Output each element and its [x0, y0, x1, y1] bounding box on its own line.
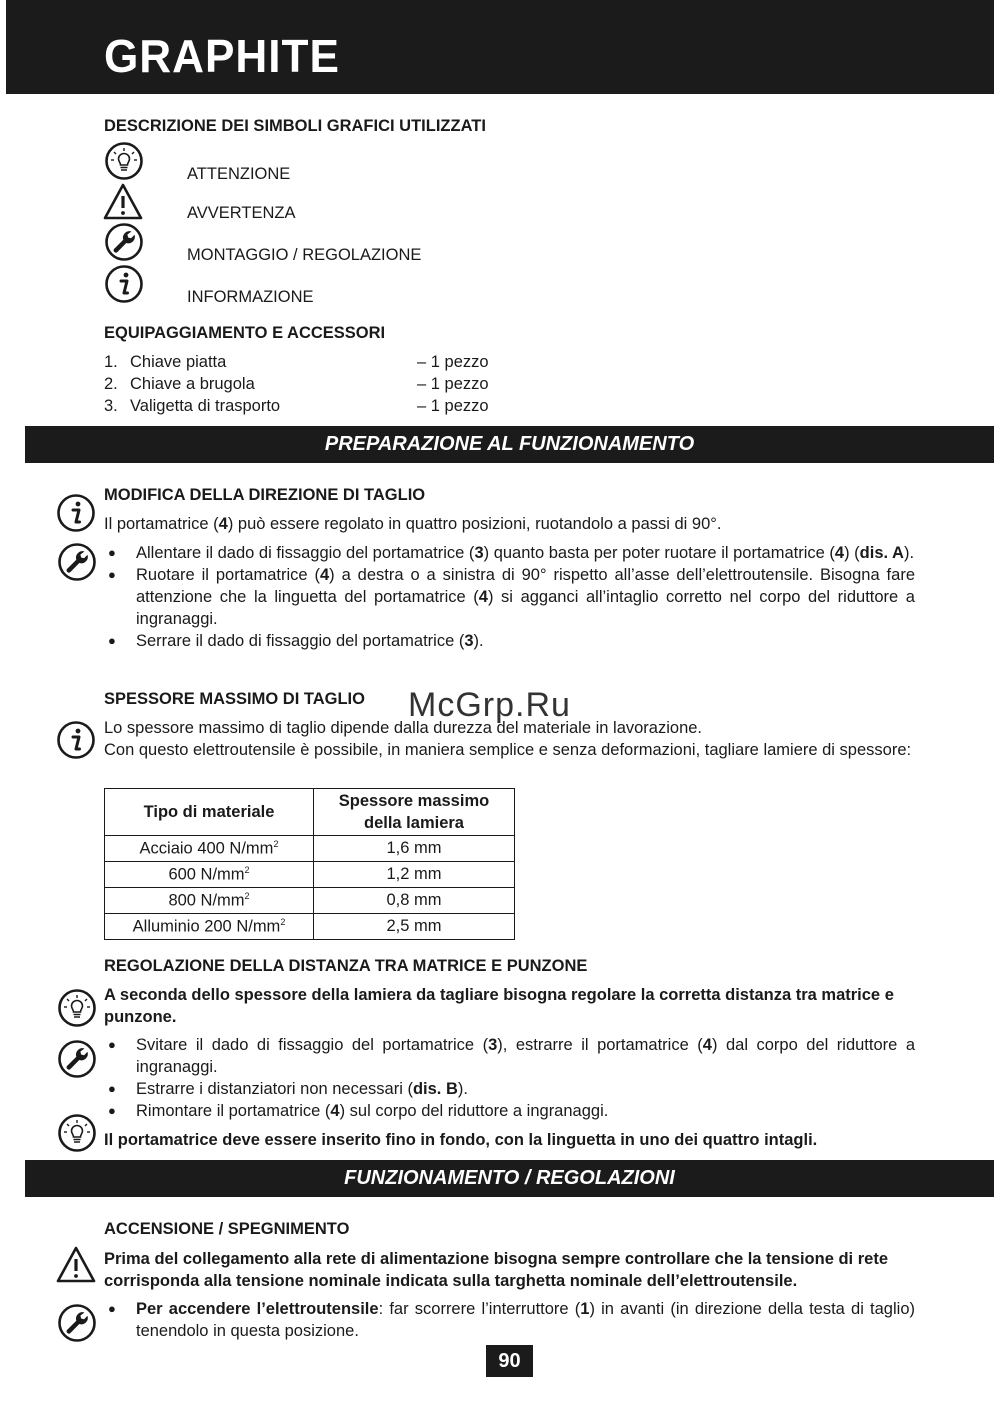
onoff-warning: Prima del collegamento alla rete di alimentazione bisogna sempre controllare che la tensione di rete corrisponda alla tensione nominale indicata sulla targhetta nominale dell’elettroutensile. [104, 1250, 888, 1290]
list-item-name: Valigetta di trasporto [130, 397, 281, 415]
section-band-preparation: PREPARAZIONE AL FUNZIONAMENTO [25, 426, 994, 463]
table-cell: 0,8 mm [314, 888, 515, 914]
table-cell: 2,5 mm [314, 914, 515, 940]
info-icon [56, 720, 96, 760]
table-header-row [105, 789, 515, 836]
onoff-steps [104, 1298, 915, 1342]
symbol-label: ATTENZIONE [187, 165, 291, 183]
list-item-name: Chiave a brugola [130, 375, 255, 393]
list-item: ● Svitare il dado di fissaggio del portamatrice (3), estrarre il portamatrice (4) dal corpo del riduttore a ingranaggi. [104, 1034, 915, 1078]
table-header-cell: Spessore massimo della lamiera [314, 789, 515, 836]
list-item: ● Ruotare il portamatrice (4) a destra o a sinistra di 90° rispetto all’asse dell’elettroutensile. Bisogna fare attenzione che la linguetta del portamatrice (4) si agganci all’intaglio corretto nel corpo del riduttore a ingranaggi. [104, 564, 915, 630]
brand-logo: GRAPHITE [104, 30, 340, 82]
symbol-label: INFORMAZIONE [187, 288, 314, 306]
warning-triangle-icon [56, 1245, 96, 1285]
direction-intro: Il portamatrice (4) può essere regolato in quattro posizioni, ruotandolo a passi di 90°. [104, 515, 722, 533]
table-row [105, 862, 515, 888]
list-item-num: 1. [104, 353, 118, 371]
wrench-icon [57, 1303, 97, 1343]
wrench-icon [57, 1039, 97, 1079]
list-item: ● Rimontare il portamatrice (4) sul corpo del riduttore a ingranaggi. [104, 1100, 915, 1122]
info-icon [56, 493, 96, 533]
list-item-qty: – 1 pezzo [417, 353, 489, 371]
table-row [105, 914, 515, 940]
direction-steps [104, 542, 915, 652]
info-icon [104, 264, 144, 304]
list-item: ● Per accendere l’elettroutensile: far scorrere l’interruttore (1) in avanti (in direzione della testa di taglio) tenendolo in questa posizione. [104, 1298, 915, 1342]
table-cell: Acciaio 400 $N/mm^2$ [105, 836, 314, 862]
list-item-num: 3. [104, 397, 118, 415]
thickness-title: SPESSORE MASSIMO DI TAGLIO [104, 690, 365, 708]
table-cell: Alluminio 200 $N/mm^2$ [105, 914, 314, 940]
symbol-label: MONTAGGIO / REGOLAZIONE [187, 246, 422, 264]
direction-title: MODIFICA DELLA DIREZIONE DI TAGLIO [104, 486, 426, 504]
table-cell: 600 $N/mm^2$ [105, 862, 314, 888]
table-header-cell: Tipo di materiale [105, 789, 314, 836]
thickness-line: Lo spessore massimo di taglio dipende dalla durezza del materiale in lavorazione. [104, 719, 703, 737]
symbols-title: DESCRIZIONE DEI SIMBOLI GRAFICI UTILIZZATI [104, 117, 486, 135]
list-item-qty: – 1 pezzo [417, 375, 489, 393]
section-band-operation: FUNZIONAMENTO / REGOLAZIONI [25, 1160, 994, 1197]
list-item-num: 2. [104, 375, 118, 393]
table-cell: 1,6 mm [314, 836, 515, 862]
gap-title: REGOLAZIONE DELLA DISTANZA TRA MATRICE E PUNZONE [104, 957, 588, 975]
list-item: ● Serrare il dado di fissaggio del portamatrice (3). [104, 630, 915, 652]
table-row [105, 836, 515, 862]
list-item: ● Allentare il dado di fissaggio del portamatrice (3) quanto basta per poter ruotare il portamatrice (4) (dis. A). [104, 542, 915, 564]
table-row [105, 888, 515, 914]
wrench-icon [57, 542, 97, 582]
list-item: ● Estrarre i distanziatori non necessari (dis. B). [104, 1078, 915, 1100]
gap-note: A seconda dello spessore della lamiera da tagliare bisogna regolare la corretta distanza tra matrice e punzone. [104, 986, 894, 1026]
bulb-icon [104, 141, 144, 181]
onoff-title: ACCENSIONE / SPEGNIMENTO [104, 1220, 350, 1238]
bulb-icon [57, 988, 97, 1028]
thickness-line: Con questo elettroutensile è possibile, in maniera semplice e senza deformazioni, tagliare lamiere di spessore: [104, 741, 912, 759]
gap-note-2: Il portamatrice deve essere inserito fino in fondo, con la linguetta in uno dei quattro intagli. [104, 1131, 818, 1149]
list-item-qty: – 1 pezzo [417, 397, 489, 415]
table-cell: 800 $N/mm^2$ [105, 888, 314, 914]
watermark: McGrp.Ru [408, 686, 571, 724]
bulb-icon [57, 1113, 97, 1153]
symbol-label: AVVERTENZA [187, 204, 296, 222]
list-item-name: Chiave piatta [130, 353, 227, 371]
page-number: 90 [486, 1345, 533, 1377]
table-cell: 1,2 mm [314, 862, 515, 888]
gap-steps [104, 1034, 915, 1122]
material-table [104, 788, 515, 940]
accessories-title: EQUIPAGGIAMENTO E ACCESSORI [104, 324, 386, 342]
wrench-icon [104, 222, 144, 262]
warning-triangle-icon [103, 182, 143, 222]
